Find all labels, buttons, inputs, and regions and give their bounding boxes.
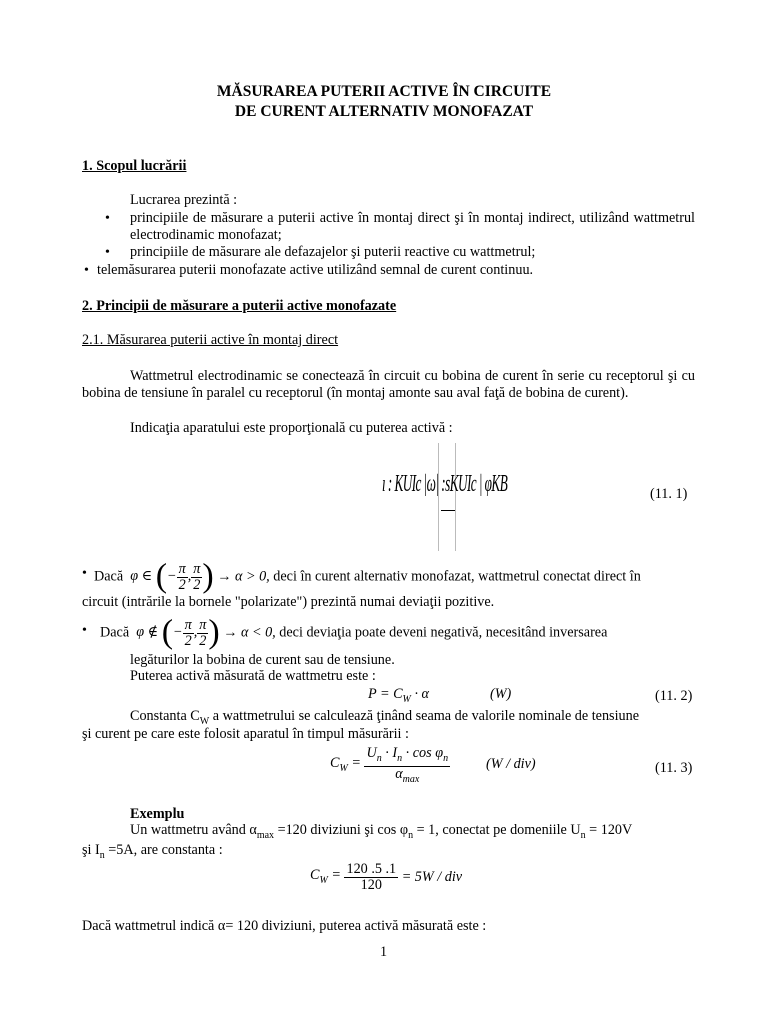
equation-11-1: ı : KUIc |ω| :sKUIc | φKB: [382, 471, 508, 497]
equation-11-3-unit: (W / div): [486, 756, 536, 772]
condition-line-negative: [100, 616, 705, 650]
bullet-icon: •: [82, 623, 87, 638]
section-1-bullet-3: telemăsurarea puterii monofazate active utilizând semnal de curent continuu.: [97, 262, 534, 278]
phi-in-interval: φ ∈ (− $\frac{\pi}{2}$ , $\frac{\pi}{2}$ ): [126, 558, 214, 595]
equation-11-2-number: (11. 2): [655, 688, 693, 704]
equation-11-2: $P = C_W \cdot \alpha$: [368, 686, 429, 705]
section-1-intro: Lucrarea prezintă :: [130, 192, 238, 208]
condition-continuation: circuit (intrările la bornele "polarizate") prezintă numai deviaţii pozitive.: [82, 594, 495, 610]
condition-line-positive: [94, 560, 704, 594]
section-2-paragraph-1: Wattmetrul electrodinamic se conectează în circuit cu bobina de curent în serie cu receptorul şi cu bobina de tensiune în paralel cu receptorul (în montaj amonte sau aval faţă de bobina de curent).: [82, 368, 695, 401]
condition-continuation: legăturilor la bobina de curent sau de tensiune.: [130, 652, 395, 668]
example-line-1: Un wattmetru având $\alpha_{max} =120$ diviziuni şi $\cos \varphi_n = 1$, conectat pe domeniile $U_n = 120V$: [130, 822, 633, 841]
condition-prefix: Dacă: [94, 568, 124, 585]
equation-rule: [441, 510, 455, 512]
condition-prefix: Dacă: [100, 624, 130, 641]
section-1-bullet-2: principiile de măsurare ale defazajelor şi puterii reactive cu wattmetrul;: [130, 244, 536, 260]
example-line-2: şi $I_n =5A$, are constanta :: [82, 842, 223, 861]
equation-11-3-number: (11. 3): [655, 760, 693, 776]
example-final-text: Dacă wattmetrul indică α= 120 diviziuni, puterea activă măsurată este :: [82, 918, 487, 934]
condition-text: deci deviaţia poate deveni negativă, necesitând inversarea: [279, 624, 608, 641]
equation-11-3: $C_W$ = $\frac{U_n \cdot I_n \cdot \cos \varphi_n}{\alpha_{max}}$: [330, 745, 449, 785]
power-text: Puterea activă măsurată de wattmetru este :: [130, 668, 376, 684]
constant-text: Constanta $C_W$ a wattmetrului se calculează ţinând seama de valorile nominale de tensiune: [130, 708, 640, 727]
bullet-icon: •: [105, 245, 110, 260]
section-2-heading: 2. Principii de măsurare a puterii active monofazate: [82, 298, 397, 314]
title-line-1: MĂSURAREA PUTERII ACTIVE ÎN CIRCUITE: [216, 83, 552, 100]
bullet-icon: •: [105, 211, 110, 226]
section-2-paragraph-2: Indicaţia aparatului este proporţională cu puterea activă :: [130, 420, 453, 436]
phi-not-in-interval: φ ∉ (− $\frac{\pi}{2}$ , $\frac{\pi}{2}$ ): [132, 614, 220, 651]
page-number: 1: [380, 944, 388, 960]
section-1-bullet-1: principiile de măsurare a puterii active în montaj direct şi în montaj indirect, utilizând wattmetrul electrodinamic monofazat;: [130, 210, 695, 243]
condition-text: deci în curent alternativ monofazat, wattmetrul conectat direct în: [273, 568, 641, 585]
equation-11-1-number: (11. 1): [650, 486, 688, 502]
equation-11-2-unit: (W): [490, 686, 512, 702]
bullet-icon: •: [82, 566, 87, 581]
title-line-2: DE CURENT ALTERNATIV MONOFAZAT: [234, 103, 534, 120]
example-heading: Exemplu: [130, 806, 185, 822]
section-2-1-subheading: 2.1. Măsurarea puterii active în montaj direct: [82, 332, 339, 348]
equation-rule: [455, 443, 457, 551]
section-1-heading: 1. Scopul lucrării: [82, 158, 187, 174]
constant-text-cont: şi curent pe care este folosit aparatul în timpul măsurării :: [82, 726, 409, 742]
condition-result: → α > 0,: [217, 568, 270, 585]
equation-rule: [438, 443, 440, 551]
example-equation: $C_W$ = $\frac{120 .5 .1}{120}$ = 5W / div: [310, 861, 463, 893]
bullet-icon: •: [84, 263, 89, 278]
condition-result: → α < 0,: [223, 624, 276, 641]
